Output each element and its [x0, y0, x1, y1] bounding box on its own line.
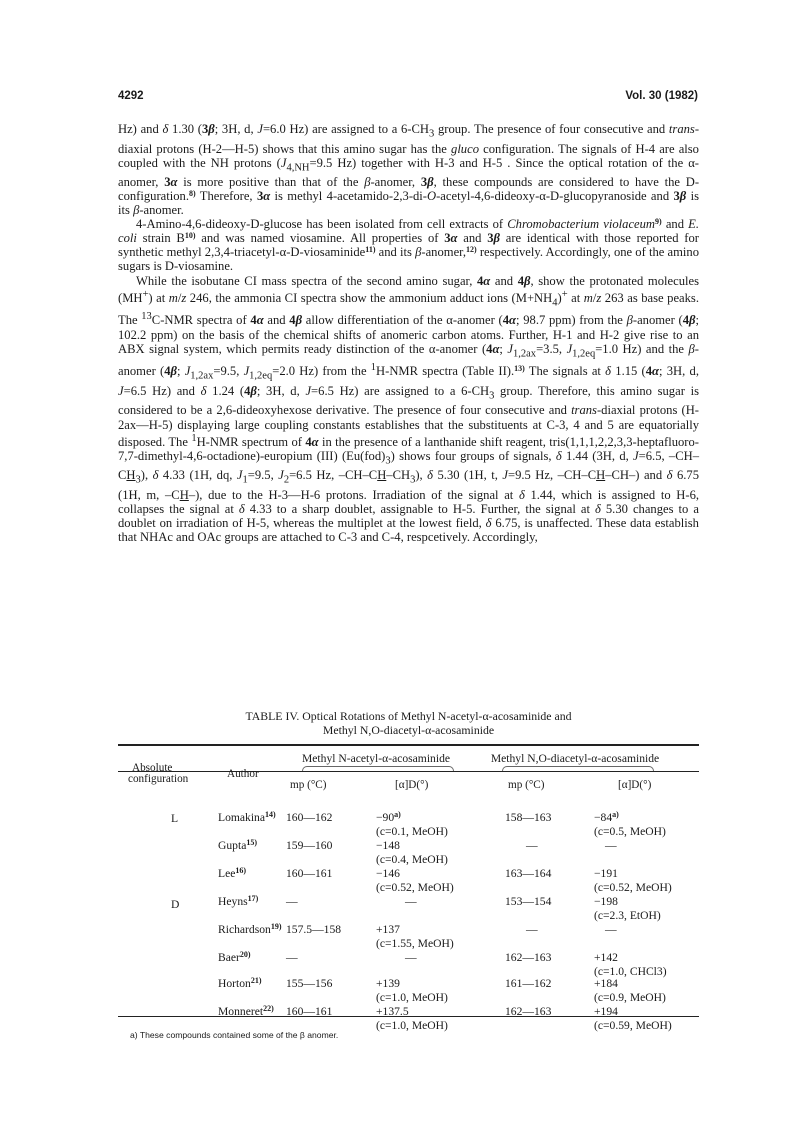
table-cell-rotation2: −191	[594, 867, 618, 880]
config-d: D	[171, 898, 180, 911]
table-cell-rotation1: +137	[376, 923, 400, 936]
config-l: L	[171, 812, 179, 825]
col-configuration: configuration	[128, 773, 189, 785]
group-header-1: Methyl N-acetyl-α-acosaminide	[301, 752, 451, 765]
table-cell-mp1: —	[286, 895, 298, 908]
table-caption: TABLE IV. Optical Rotations of Methyl N-acetyl-α-acosaminide and Methyl N,O-diacetyl-α-acosaminide	[245, 709, 572, 737]
table-cell-mp2: —	[526, 923, 538, 936]
table-cell-rotation1: —	[405, 895, 417, 908]
sub-rot-1: [α]D(°)	[395, 779, 429, 791]
table-cell-condition2: (c=0.5, MeOH)	[594, 825, 666, 838]
sub-mp-2: mp (°C)	[508, 779, 545, 791]
table-footnote: a) These compounds contained some of the β anomer.	[130, 1030, 339, 1040]
table-cell-mp1: —	[286, 951, 298, 964]
table-cell-condition2: (c=1.0, CHCl3)	[594, 965, 667, 978]
table-cell-condition2: (c=0.59, MeOH)	[594, 1019, 672, 1032]
table-cell-mp2: 162—163	[505, 951, 552, 964]
table-cell-rotation2: +142	[594, 951, 618, 964]
table-cell-mp1: 160—161	[286, 1005, 333, 1018]
table-cell-condition1: (c=1.0, MeOH)	[376, 1019, 448, 1032]
table-cell-rotation2: $-84^{a)}$	[594, 810, 619, 824]
group-brace-2	[502, 766, 654, 771]
table-cell-rotation1: —	[405, 951, 417, 964]
table-cell-rotation1: −148	[376, 839, 400, 852]
table-cell-condition1: (c=0.1, MeOH)	[376, 825, 448, 838]
table-cell-mp2: 162—163	[505, 1005, 552, 1018]
table-cell-condition1: (c=1.0, MeOH)	[376, 991, 448, 1004]
table-cell-mp1: 155—156	[286, 977, 333, 990]
body-text: Hz) and δ 1.30 (3β; 3H, d, J=6.0 Hz) are assigned to a $6-CH_3$ group. The presence of four consecutive and trans-diaxial protons (H-2—H-5) shows that this amino sugar has the gluco configuration. The signals of H-4 are also coupled with the NH protons ($J_{4,NH}=9.5$ Hz) together with H-3 and H-5 . Since the optical rotation of the α-anomer, 3α is more positive than that of the β-anomer, 3β, these compounds are considered to have the D-configuration.$^{8)}$ Therefore, 3α is methyl 4-acetamido-2,3-di-O-acetyl-4,6-dideoxy-α-D-glucopyranoside and 3β is its β-anomer. 4-Amino-4,6-dideoxy-D-glucose has been isolated from cell extracts of Chromobacterium violaceum$^{9)}$ and E. coli strain $B^{10)}$ and was named viosamine. All properties of 3α and 3β are identical with those reported for synthetic methyl 2,3,4-triacetyl-α-D-viosaminide$^{11)}$ and its β-anomer,$^{12)}$ respectively. Accordingly, one of the amino sugars is D-viosamine. While the isobutane CI mass spectra of the second amino sugar, 4α and 4β, show the protonated molecules (MH+) at m/z 246, the ammonia CI spectra show the ammonium adduct ions $(M+NH_4)^+$ at m/z 263 as base peaks. The $^{13}$C-NMR spectra of 4α and 4β allow differentiation of the α-anomer (4α; 98.7 ppm) from the β-anomer (4β; 102.2 ppm) on the basis of the chemical shifts of anomeric carbon atoms. Further, H-1 and H-2 give rise to an ABX signal system, which permits ready distinction of the α-anomer (4α; $J_{1,2ax}=3.5$, $J_{1,2eq}=1.0$ Hz) and the β-anomer (4β; $J_{1,2ax}=9.5$, $J_{1,2eq}=2.0$ Hz) from the $^1$H-NMR spectra (Table II).$^{13)}$ The signals at δ 1.15 (4α; 3H, d, J=6.5 Hz) and δ 1.24 (4β; 3H, d, J=6.5 Hz) are assigned to a $6-CH_3$ group. Therefore, this amino sugar is considered to be a 2,6-dideoxyhexose derivative. The presence of four consecutive and trans-diaxial protons (H-2ax—H-5) displaying large coupling constants establishes that the substituents at C-3, 4 and 5 are equatorially disposed. The $^1$H-NMR spectrum of 4α in the presence of a lanthanide shift reagent, tris(1,1,1,2,2,3,3-heptafluoro-7,7-dimethyl-4,6-octadione)-europium (III) $(Eu(fod)_3)$ shows four groups of signals, δ 1.44 (3H, d, J=6.5, $-CH-CH_3$), δ 4.33 (1H, dq, $J_1=9.5$, $J_2=6.5$ Hz, $-CH-CH-CH_3$), δ 5.30 (1H, t, J=9.5 Hz, –CH–CH–CH–) and δ 6.75 (1H, m, –CH–), due to the H-3—H-6 protons. Irradiation of the signal at δ 1.44, which is assigned to H-6, collapses the signal at δ 4.33 to a sharp doublet, assignable to H-5. Further, the signal at δ 5.30 changes to a doublet on irradiation of H-5, whereas the multiplet at the lowest field, δ 6.75, is unaffected. These data establish that NHAc and OAc groups are attached to C-3 and C-4, respcetively. Accordingly,	[118, 122, 700, 545]
page-number: 4292	[118, 90, 144, 102]
table-cell-mp2: 161—162	[505, 977, 552, 990]
table-cell-mp2: —	[526, 839, 538, 852]
table-cell-condition1: (c=1.55, MeOH)	[376, 937, 454, 950]
table-cell-mp2: 163—164	[505, 867, 552, 880]
table-cell-mp1: 160—162	[286, 811, 333, 824]
table-cell-rotation2: +184	[594, 977, 618, 990]
table-cell-condition1: (c=0.4, MeOH)	[376, 853, 448, 866]
table-cell-condition2: (c=0.9, MeOH)	[594, 991, 666, 1004]
sub-mp-1: mp (°C)	[290, 779, 327, 791]
group-header-2: Methyl N,O-diacetyl-α-acosaminide	[490, 752, 660, 765]
table-cell-condition2: (c=0.52, MeOH)	[594, 881, 672, 894]
table-cell-mp1: 160—161	[286, 867, 333, 880]
table-cell-rotation1: +137.5	[376, 1005, 409, 1018]
table-cell-rotation2: −198	[594, 895, 618, 908]
table-cell-condition1: (c=0.52, MeOH)	[376, 881, 454, 894]
table-cell-mp2: 153—154	[505, 895, 552, 908]
table-cell-rotation2: —	[605, 839, 617, 852]
table-cell-rotation1: +139	[376, 977, 400, 990]
table-cell-mp1: 159—160	[286, 839, 333, 852]
table-cell-rotation2: —	[605, 923, 617, 936]
table-cell-rotation1: $-90^{a)}$	[376, 810, 401, 824]
table-cell-author: Monneret$^{22)}$	[218, 1004, 274, 1018]
table-cell-mp1: 157.5—158	[286, 923, 342, 936]
table-cell-author: Richardson$^{19)}$	[218, 922, 282, 936]
group-brace-1	[302, 766, 454, 771]
table-cell-mp2: 158—163	[505, 811, 552, 824]
table-cell-author: Lomakina$^{14)}$	[218, 810, 276, 824]
table-cell-author: Baer$^{20)}$	[218, 950, 251, 964]
table-cell-author: Lee$^{16)}$	[218, 866, 247, 880]
sub-rot-2: [α]D(°)	[618, 779, 652, 791]
table-cell-author: Heyns$^{17)}$	[218, 894, 259, 908]
table-cell-author: Horton$^{21)}$	[218, 976, 262, 990]
table-header-rule	[118, 771, 699, 772]
table-cell-condition2: (c=2.3, EtOH)	[594, 909, 661, 922]
table-cell-rotation2: +194	[594, 1005, 618, 1018]
journal-volume: Vol. 30 (1982)	[625, 90, 698, 102]
table-cell-rotation1: −146	[376, 867, 400, 880]
table-top-rule	[118, 744, 699, 746]
col-absolute: Absolute	[132, 762, 173, 774]
table-cell-author: Gupta$^{15)}$	[218, 838, 258, 852]
col-author: Author	[227, 768, 259, 780]
